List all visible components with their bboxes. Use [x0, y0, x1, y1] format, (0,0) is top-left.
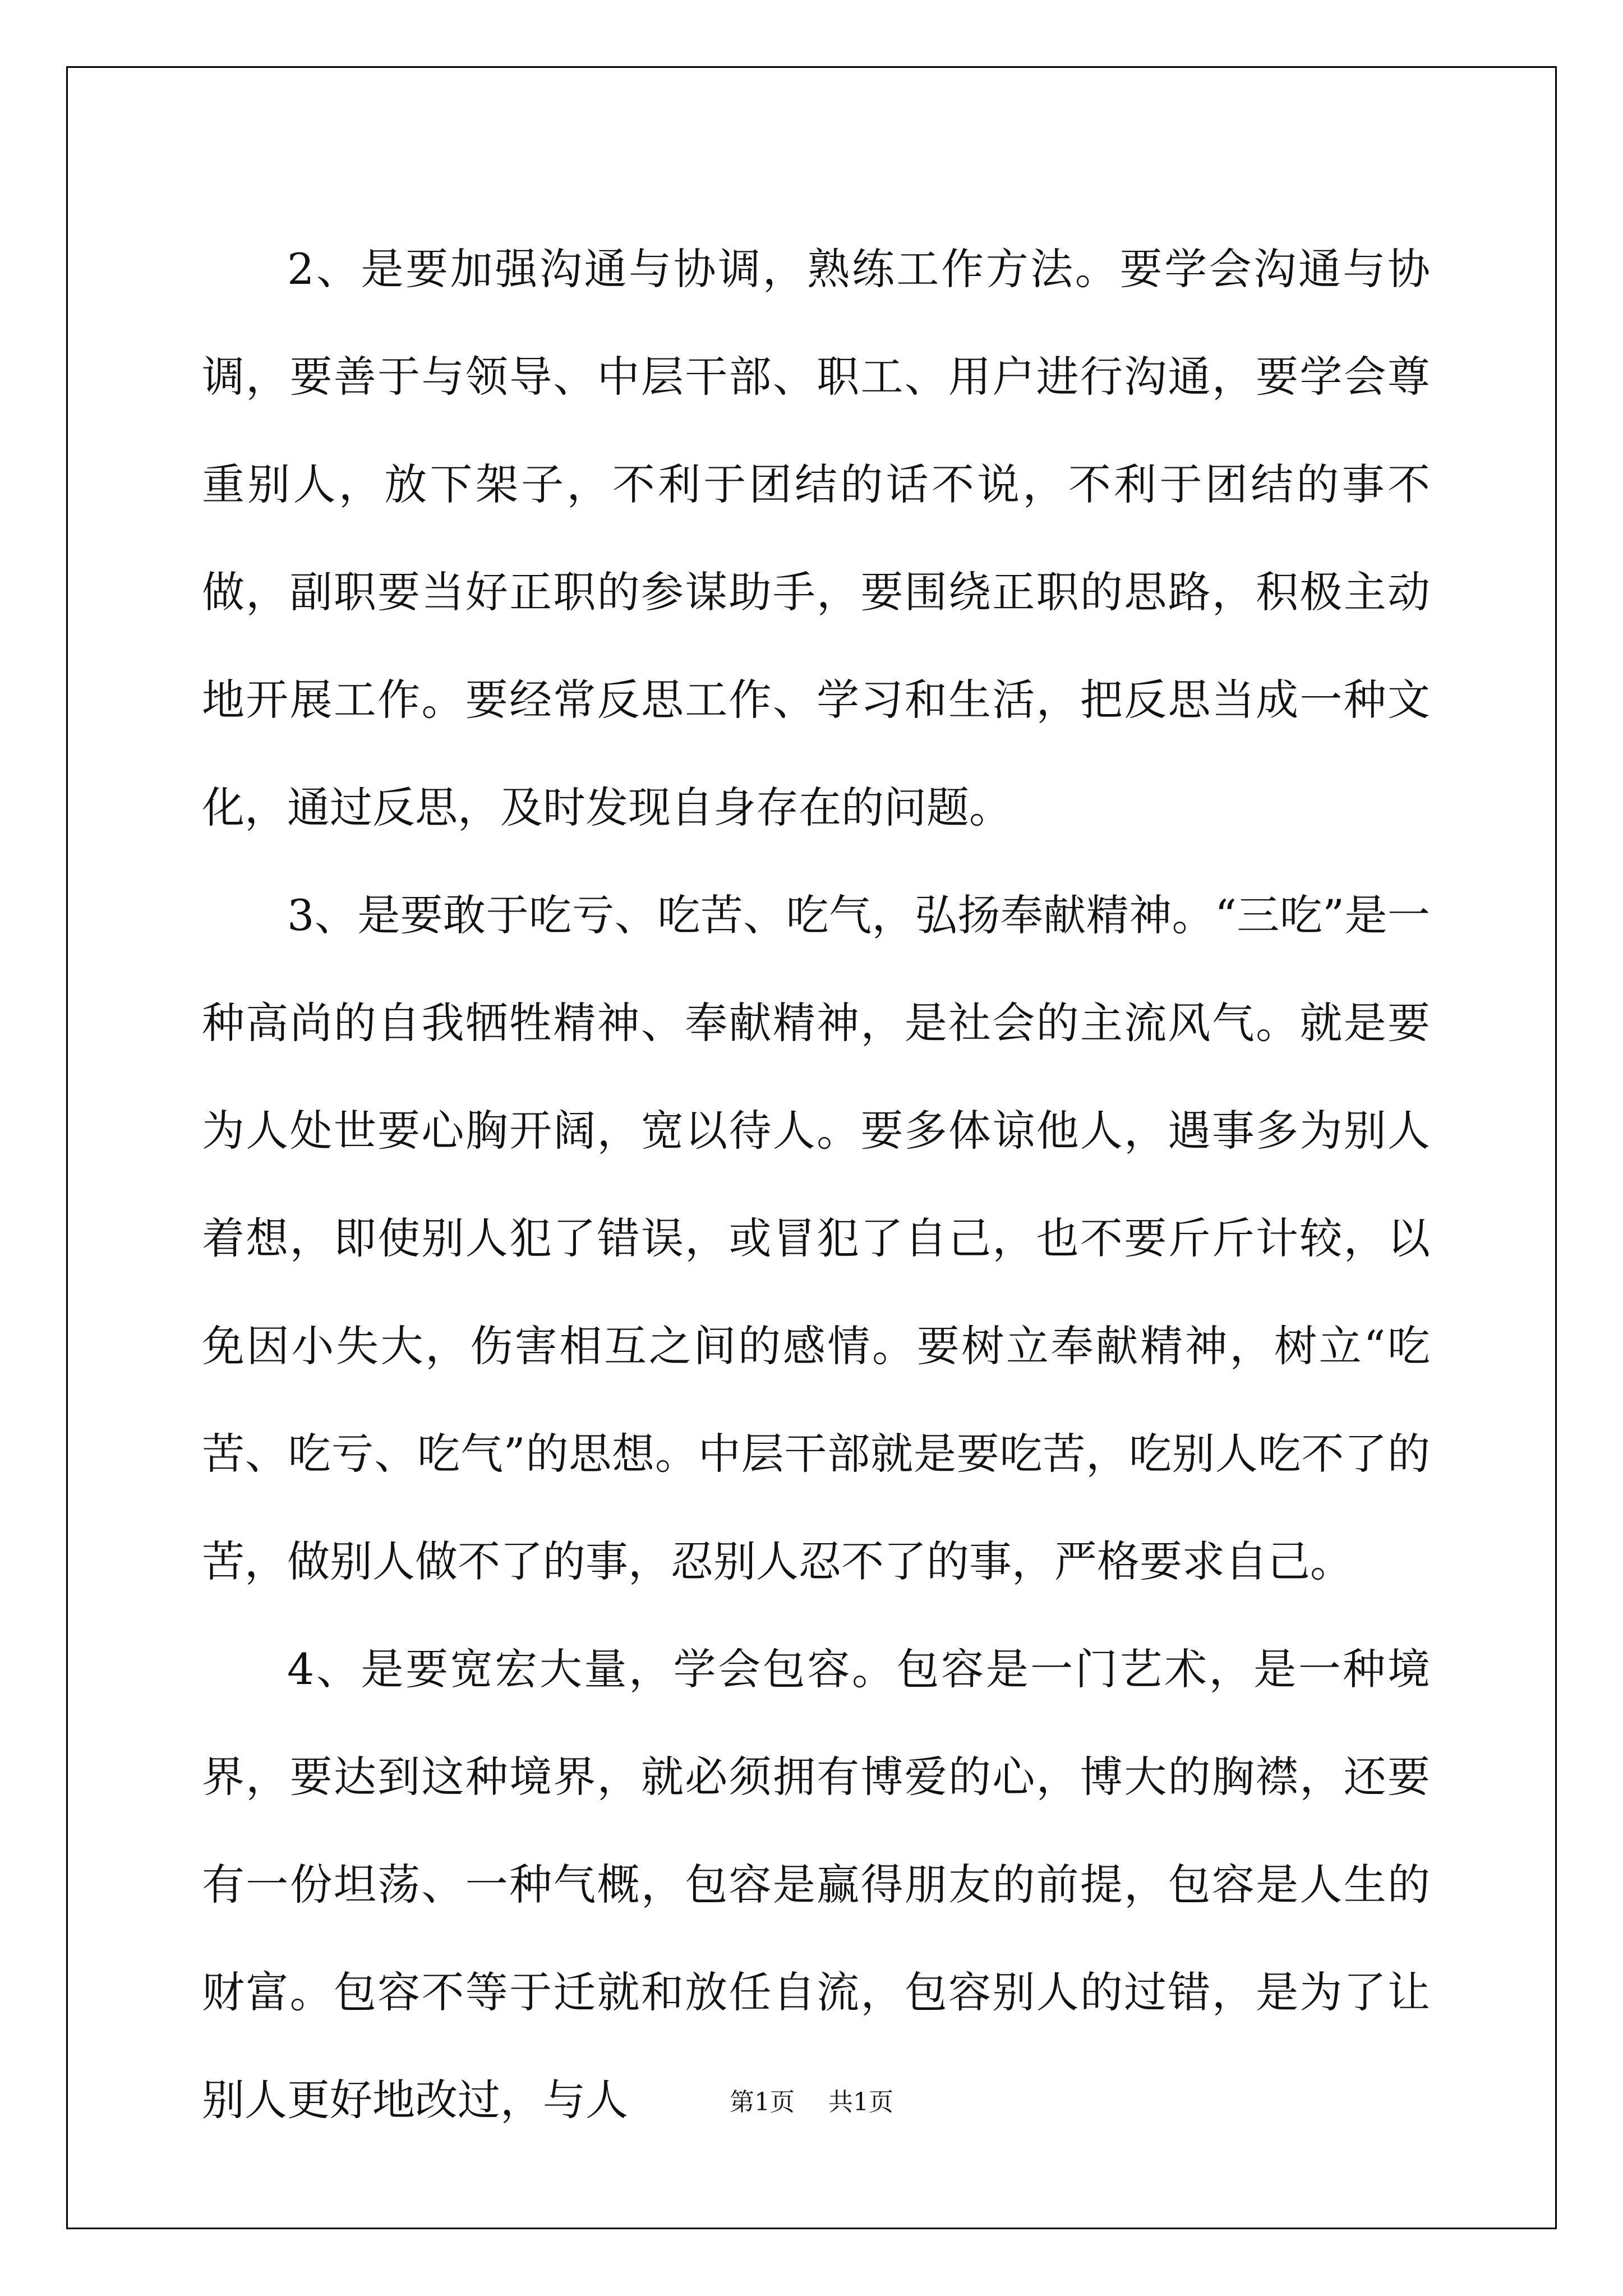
- page-number-current: 第1页: [730, 2088, 795, 2116]
- paragraph-3: 3、是要敢于吃亏、吃苦、吃气，弘扬奉献精神。“三吃”是一种高尚的自我牺牲精神、奉献精神，是社会的主流风气。就是要为人处世要心胸开阔，宽以待人。要多体谅他人，遇事多为别人着想，即使别人犯了错误，或冒犯了自己，也不要斤斤计较，以免因小失大，伤害相互之间的感情。要树立奉献精神，树立“吃苦、吃亏、吃气”的思想。中层干部就是要吃苦，吃别人吃不了的苦，做别人做不了的事，忍别人忍不了的事，严格要求自己。: [202, 890, 1430, 1586]
- page-number-total: 共1页: [828, 2088, 893, 2116]
- paragraph-4: 4、是要宽宏大量，学会包容。包容是一门艺术，是一种境界，要达到这种境界，就必须拥有博爱的心，博大的胸襟，还要有一份坦荡、一种气概，包容是赢得朋友的前提，包容是人生的财富。包容不等于迁就和放任自流，包容别人的过错，是为了让别人更好地改过，与人: [202, 1644, 1430, 2125]
- document-body: [202, 215, 1430, 2154]
- paragraph-2: 2、是要加强沟通与协调，熟练工作方法。要学会沟通与协调，要善于与领导、中层干部、职工、用户进行沟通，要学会尊重别人，放下架子，不利于团结的话不说，不利于团结的事不做，副职要当好正职的参谋助手，要围绕正职的思路，积极主动地开展工作。要经常反思工作、学习和生活，把反思当成一种文化，通过反思，及时发现自身存在的问题。: [202, 244, 1430, 832]
- page-footer: [0, 2086, 1623, 2119]
